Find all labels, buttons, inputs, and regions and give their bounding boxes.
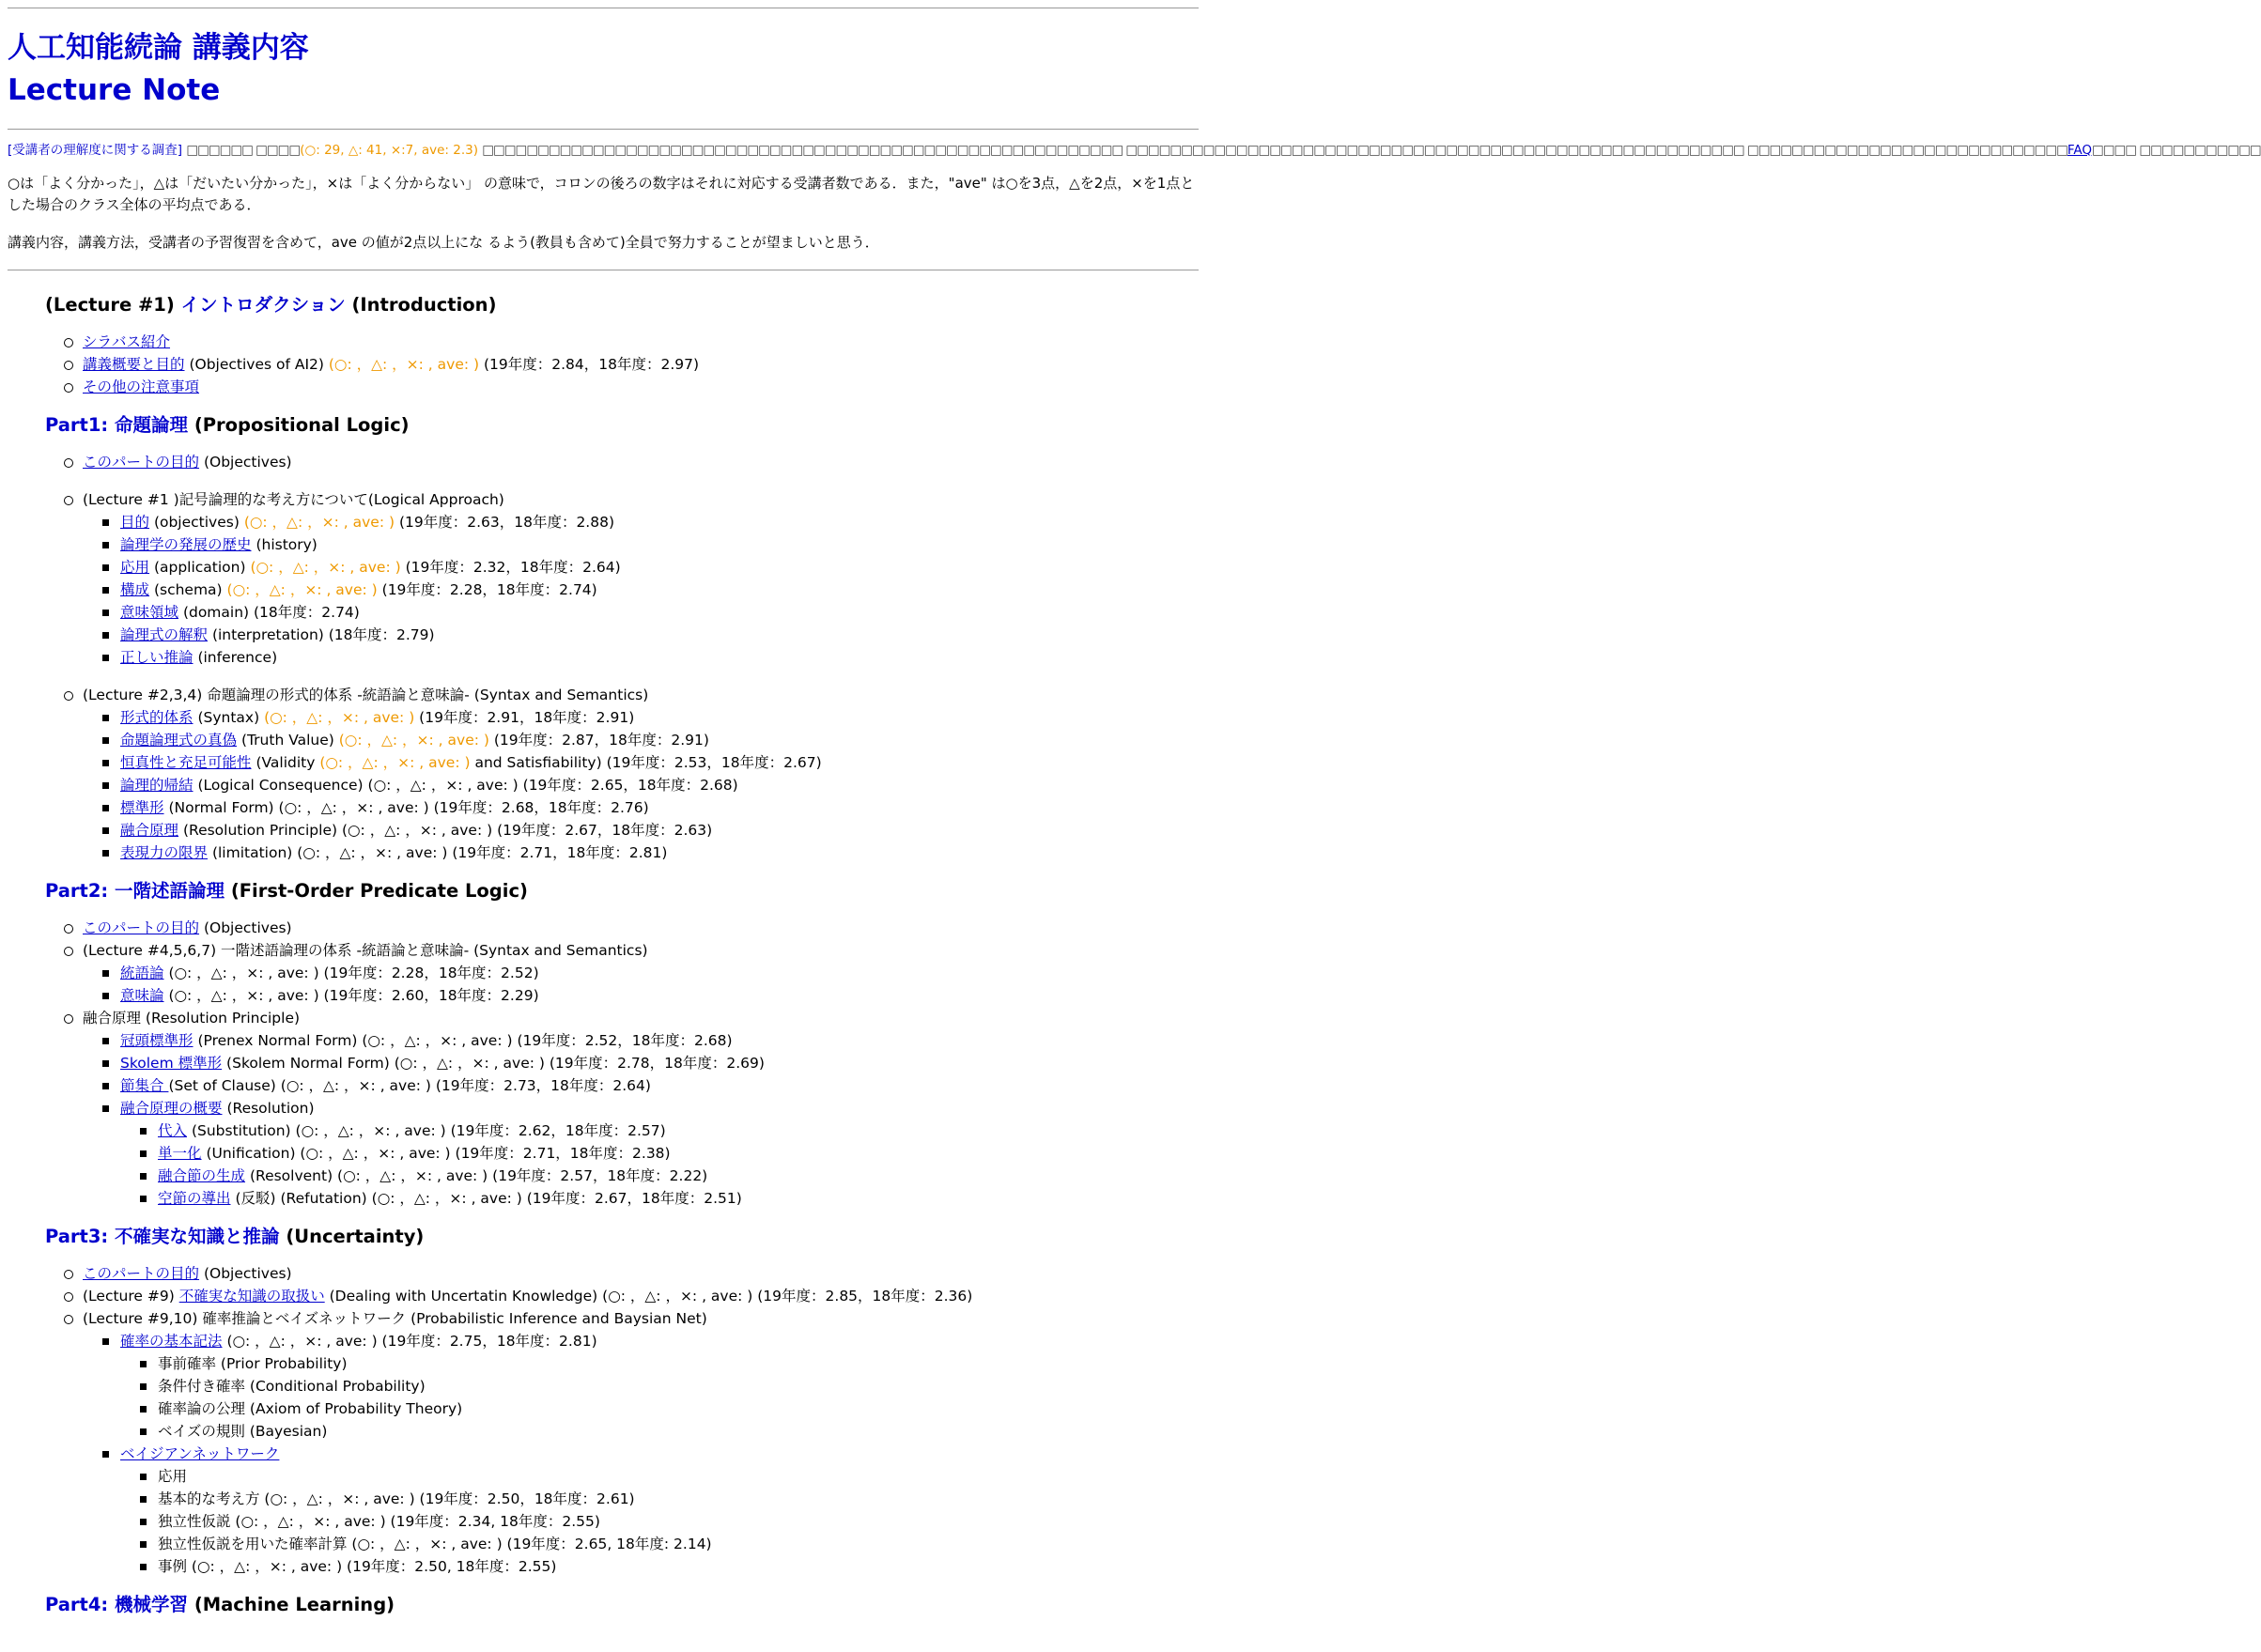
- part1-title: Part1: 命題論理: [45, 414, 189, 436]
- p1-application-link[interactable]: 応用: [120, 559, 150, 576]
- item-text: (history): [251, 536, 317, 553]
- lecture1-heading: [45, 291, 1199, 319]
- item-tail: (19年度：2.84，18年度：2.97): [479, 356, 700, 373]
- list-item: [120, 1052, 1199, 1074]
- p1-objectives-link[interactable]: 目的: [120, 514, 150, 531]
- part2-list: [45, 917, 1199, 1210]
- item-text: (○: ，△: ，×: , ave: ) (19年度：2.75，18年度：2.81): [222, 1333, 597, 1350]
- list-item: ベイズの規則 (Bayesian): [158, 1420, 1199, 1443]
- list-item: 独立性仮説 (○: ，△: ，×: , ave: ) (19年度：2.34, 18年度：2.55): [158, 1510, 1199, 1533]
- list-item: [120, 533, 1199, 556]
- survey-link[interactable]: [受講者の理解度に関する調査]: [8, 143, 183, 158]
- list-item: 条件付き確率 (Conditional Probability): [158, 1375, 1199, 1397]
- item-tail: (19年度：2.91，18年度：2.91): [414, 709, 635, 726]
- probability-sub-list: [120, 1352, 1199, 1443]
- list-item: [120, 1330, 1199, 1443]
- list-item: [120, 646, 1199, 669]
- part2-g1-label: (Lecture #4,5,6,7) 一階述語論理の体系 -統語論と意味論- (Syntax and Semantics): [83, 942, 648, 959]
- list-item: 事例 (○: ，△: ，×: , ave: ) (19年度：2.50, 18年度：2.55): [158, 1555, 1199, 1578]
- list-item: 確率論の公理 (Axiom of Probability Theory): [158, 1397, 1199, 1420]
- item-text: (Objectives): [199, 1265, 292, 1282]
- item-text: (Logical Consequence) (○: ，△: ，×: , ave: ) (19年度：2.65，18年度：2.68): [193, 777, 738, 794]
- list-item: [120, 984, 1199, 1007]
- part3-g1-list: [83, 1330, 1199, 1578]
- p1-domain-link[interactable]: 意味領域: [120, 604, 179, 621]
- part2-title: Part2: 一階述語論理: [45, 880, 225, 902]
- p1-consequence-link[interactable]: 論理的帰結: [120, 777, 194, 794]
- list-item: [120, 556, 1199, 579]
- item-text: (Resolvent) (○: ，△: ，×: , ave: ) (19年度：2.57，18年度：2.22): [245, 1167, 708, 1184]
- intro-paragraph-2: 講義内容，講義方法，受講者の予習復習を含めて，ave の値が2点以上にな るよう(教員も含めて)全員で努力することが望ましいと思う．: [8, 234, 879, 251]
- part1-list: [45, 451, 1199, 864]
- survey-line: [8, 141, 2261, 160]
- part4-heading: [45, 1591, 1199, 1619]
- p1-normal-form-link[interactable]: 標準形: [120, 799, 164, 816]
- item-text: (domain) (18年度：2.74): [178, 604, 360, 621]
- title-jp: 人工知能続論 講義内容: [8, 31, 309, 65]
- bayes-sub-list: [120, 1465, 1199, 1578]
- item-text: (Resolution): [222, 1100, 315, 1117]
- part1-heading: [45, 411, 1199, 440]
- list-item: [158, 1165, 1199, 1187]
- item-text: (limitation) (○: ，△: ，×: , ave: ) (19年度：2.71，18年度：2.81): [208, 844, 668, 861]
- list-item: [120, 1097, 1199, 1210]
- p2-refutation-link[interactable]: 空節の導出: [158, 1190, 231, 1207]
- list-item: [83, 488, 1199, 669]
- survey-stats: (○: 29, △: 41, ×:7, ave: 2.3): [300, 143, 478, 158]
- list-item: [83, 451, 1199, 473]
- item-text: (○: ，△: ，×: , ave: ) (19年度：2.28，18年度：2.52): [163, 965, 539, 981]
- divider-2: [8, 129, 1199, 130]
- list-item: [120, 751, 1199, 774]
- item-text: (Resolution Principle) (○: ，△: ，×: , ave: ) (19年度：2.67，18年度：2.63): [178, 822, 713, 839]
- part1-post: (Propositional Logic): [188, 414, 410, 436]
- p2-semantics-link[interactable]: 意味論: [120, 987, 164, 1004]
- item-stat: (○: ，△: ，×: , ave: ): [338, 732, 489, 749]
- survey-garbled-1: □□□□□□ □□□□: [186, 143, 301, 158]
- part2-g2-list: [83, 1029, 1199, 1210]
- item-text: (Prenex Normal Form) (○: ，△: ，×: , ave: ) (19年度：2.52，18年度：2.68): [193, 1032, 733, 1049]
- item-text: (interpretation) (18年度：2.79): [208, 626, 435, 643]
- survey-garbled-2: □□□□□□□□□□□□□□□□□□□□□□□□□□□□□□□□□□□□□□□□□□□□□□□□□□□□□□□□□□ □□□□□□□□□□□□□□□□□□□□□□□□□□□□□□□□□□□□□□□□□□□□□□□□□□□□□□□□ □□□□□□□□□□□□□□□□□□□□□□□□□□□□□: [482, 143, 2067, 158]
- list-item: [120, 601, 1199, 624]
- item-tail: (19年度：2.32，18年度：2.64): [400, 559, 621, 576]
- item-text: (反駁) (Refutation) (○: ，△: ，×: , ave: ) (19年度：2.67，18年度：2.51): [230, 1190, 742, 1207]
- other-notes-link[interactable]: その他の注意事項: [83, 378, 200, 395]
- part3-list: [45, 1262, 1199, 1578]
- part3-post: (Uncertainty): [279, 1226, 425, 1247]
- item-text: (Validity: [251, 754, 320, 771]
- list-item: [83, 376, 1199, 398]
- bayesian-network-link[interactable]: ベイジアンネットワーク: [120, 1445, 280, 1462]
- part1-g1-label: (Lecture #1 )記号論理的な考え方について(Logical Approach): [83, 491, 504, 508]
- list-item: [83, 939, 1199, 1007]
- list-item: 基本的な考え方 (○: ，△: ，×: , ave: ) (19年度：2.50，18年度：2.61): [158, 1488, 1199, 1510]
- part3-heading: [45, 1223, 1199, 1251]
- item-text: (Substitution) (○: ，△: ，×: , ave: ) (19年度：2.62，18年度：2.57): [187, 1122, 666, 1139]
- p1-interpretation-link[interactable]: 論理式の解釈: [120, 626, 209, 643]
- item-text: (Truth Value): [237, 732, 339, 749]
- list-item: [83, 353, 1199, 376]
- item-text: (Objectives): [199, 454, 292, 471]
- item-text: (Set of Clause) (○: ，△: ，×: , ave: ) (19年度：2.73，18年度：2.64): [168, 1077, 651, 1094]
- lecture1-list: [45, 331, 1199, 398]
- list-item: [83, 1285, 1199, 1307]
- p2-substitution-link[interactable]: 代入: [158, 1122, 188, 1139]
- part2-post: (First-Order Predicate Logic): [225, 880, 528, 902]
- list-item: [120, 1074, 1199, 1097]
- part2-g2-label: 融合原理 (Resolution Principle): [83, 1010, 301, 1027]
- p2-prenex-link[interactable]: 冠頭標準形: [120, 1032, 194, 1049]
- part3-g1-label: (Lecture #9,10) 確率推論とベイズネットワーク (Probabilistic Inference and Baysian Net): [83, 1310, 707, 1327]
- p1-limitation-link[interactable]: 表現力の限界: [120, 844, 209, 861]
- list-item: [120, 511, 1199, 533]
- probability-notation-link[interactable]: 確率の基本記法: [120, 1333, 223, 1350]
- p2-clause-set-link[interactable]: 節集合: [120, 1077, 169, 1094]
- lec9-pre: (Lecture #9): [83, 1288, 179, 1305]
- list-item: 独立性仮説を用いた確率計算 (○: ，△: ，×: , ave: ) (19年度：2.65, 18年度: 2.14): [158, 1533, 1199, 1555]
- p1-resolution-link[interactable]: 融合原理: [120, 822, 179, 839]
- item-tail: and Satisfiability) (19年度：2.53，18年度：2.67): [470, 754, 822, 771]
- p2-skolem-link[interactable]: Skolem 標準形: [120, 1055, 223, 1072]
- p1-inference-link[interactable]: 正しい推論: [120, 649, 194, 666]
- list-item: [158, 1187, 1199, 1210]
- p2-syntax-link[interactable]: 統語論: [120, 965, 164, 981]
- item-text: (Skolem Normal Form) (○: ，△: ，×: , ave: ) (19年度：2.78，18年度：2.69): [222, 1055, 765, 1072]
- part2-heading: [45, 877, 1199, 905]
- list-item: 事前確率 (Prior Probability): [158, 1352, 1199, 1375]
- list-item: 応用: [158, 1465, 1199, 1488]
- list-item: [120, 841, 1199, 864]
- p1-history-link[interactable]: 論理学の発展の歴史: [120, 536, 252, 553]
- faq-link[interactable]: FAQ: [2067, 143, 2093, 158]
- page: [0, 8, 2261, 1619]
- item-stat: (○: ，△: ，×: , ave: ): [250, 559, 401, 576]
- objectives-ai2-link[interactable]: 講義概要と目的: [83, 356, 185, 373]
- item-text: (○: ，△: ，×: , ave: ) (19年度：2.60，18年度：2.29): [163, 987, 539, 1004]
- lecture1-pre: (Lecture #1): [45, 294, 175, 316]
- p1-schema-link[interactable]: 構成: [120, 581, 150, 598]
- item-stat: (○: ，△: ，×: , ave: ): [328, 356, 480, 373]
- p2-resolvent-link[interactable]: 融合節の生成: [158, 1167, 246, 1184]
- intro-paragraph-1: ○は「よく分かった」，△は「だいたい分かった」，×は「よく分からない」 の意味で，コロンの後ろの数字はそれに対応する受講者数である．また，"ave" は○を3点，△を2点，×を1点とした場合のクラス全体の平均点である．: [8, 175, 1195, 213]
- p1-truth-value-link[interactable]: 命題論理式の真偽: [120, 732, 238, 749]
- part3-objectives-link[interactable]: このパートの目的: [83, 1265, 200, 1282]
- item-text: (Syntax): [193, 709, 265, 726]
- part2-g1-list: [83, 962, 1199, 1007]
- item-text: (Unification) (○: ，△: ，×: , ave: ) (19年度：2.71，18年度：2.38): [201, 1145, 671, 1162]
- list-item: [120, 729, 1199, 751]
- list-item: [158, 1119, 1199, 1142]
- part3-title: Part3: 不確実な知識と推論: [45, 1226, 280, 1247]
- part4-title: Part4: 機械学習: [45, 1594, 189, 1615]
- item-tail: (19年度：2.28，18年度：2.74): [377, 581, 597, 598]
- item-text: (schema): [149, 581, 227, 598]
- part1-g1-list: [83, 511, 1199, 669]
- item-text: (objectives): [149, 514, 244, 531]
- p2-resolution-overview-link[interactable]: 融合原理の概要: [120, 1100, 223, 1117]
- item-text: (Objectives of AI2): [184, 356, 329, 373]
- item-stat: (○: ，△: ，×: , ave: ): [226, 581, 378, 598]
- part4-post: (Machine Learning): [188, 1594, 395, 1615]
- lecture1-post: (Introduction): [351, 294, 497, 316]
- list-item: [158, 1142, 1199, 1165]
- uncertain-knowledge-link[interactable]: 不確実な知識の取扱い: [178, 1288, 325, 1305]
- list-item: [83, 1007, 1199, 1210]
- p2-resolution-sub-list: [120, 1119, 1199, 1210]
- list-item: [120, 579, 1199, 601]
- item-text: (inference): [193, 649, 278, 666]
- item-stat: (○: ，△: ，×: , ave: ): [243, 514, 395, 531]
- list-item: [83, 1262, 1199, 1285]
- survey-garbled-3: □□□□ □□□□□□□□□□□: [2092, 143, 2261, 158]
- syllabus-link[interactable]: シラバス紹介: [83, 333, 171, 350]
- lecture1-title: イントロダクション: [180, 294, 346, 316]
- list-item: [120, 706, 1199, 729]
- list-item: [120, 1029, 1199, 1052]
- item-text: (Normal Form) (○: ，△: ，×: , ave: ) (19年度：2.68，18年度：2.76): [163, 799, 649, 816]
- list-item: [83, 684, 1199, 864]
- list-item: [120, 774, 1199, 796]
- part1-g2-list: [83, 706, 1199, 864]
- item-tail: (19年度：2.87，18年度：2.91): [488, 732, 709, 749]
- item-text: (Dealing with Uncertatin Knowledge) (○: ，△: ，×: , ave: ) (19年度：2.85，18年度：2.36): [324, 1288, 973, 1305]
- list-item: [83, 917, 1199, 939]
- lecture-content: [8, 291, 1199, 1619]
- item-text: (Objectives): [199, 919, 292, 936]
- list-item: [120, 796, 1199, 819]
- item-text: (application): [149, 559, 251, 576]
- p1-syntax-link[interactable]: 形式的体系: [120, 709, 194, 726]
- list-item: [120, 1443, 1199, 1578]
- item-tail: (19年度：2.63，18年度：2.88): [395, 514, 615, 531]
- list-item: [83, 331, 1199, 353]
- title-en: Lecture Note: [8, 73, 221, 107]
- list-item: [120, 819, 1199, 841]
- part2-objectives-link[interactable]: このパートの目的: [83, 919, 200, 936]
- part1-objectives-link[interactable]: このパートの目的: [83, 454, 200, 471]
- list-item: [83, 1307, 1199, 1578]
- item-stat: (○: ，△: ，×: , ave: ): [264, 709, 415, 726]
- p2-unification-link[interactable]: 単一化: [158, 1145, 202, 1162]
- list-item: [120, 962, 1199, 984]
- page-title: [8, 27, 1199, 112]
- list-item: [120, 624, 1199, 646]
- part1-g2-label: (Lecture #2,3,4) 命題論理の形式的体系 -統語論と意味論- (Syntax and Semantics): [83, 687, 649, 703]
- p1-validity-link[interactable]: 恒真性と充足可能性: [120, 754, 252, 771]
- item-stat: (○: ，△: ，×: , ave: ): [319, 754, 471, 771]
